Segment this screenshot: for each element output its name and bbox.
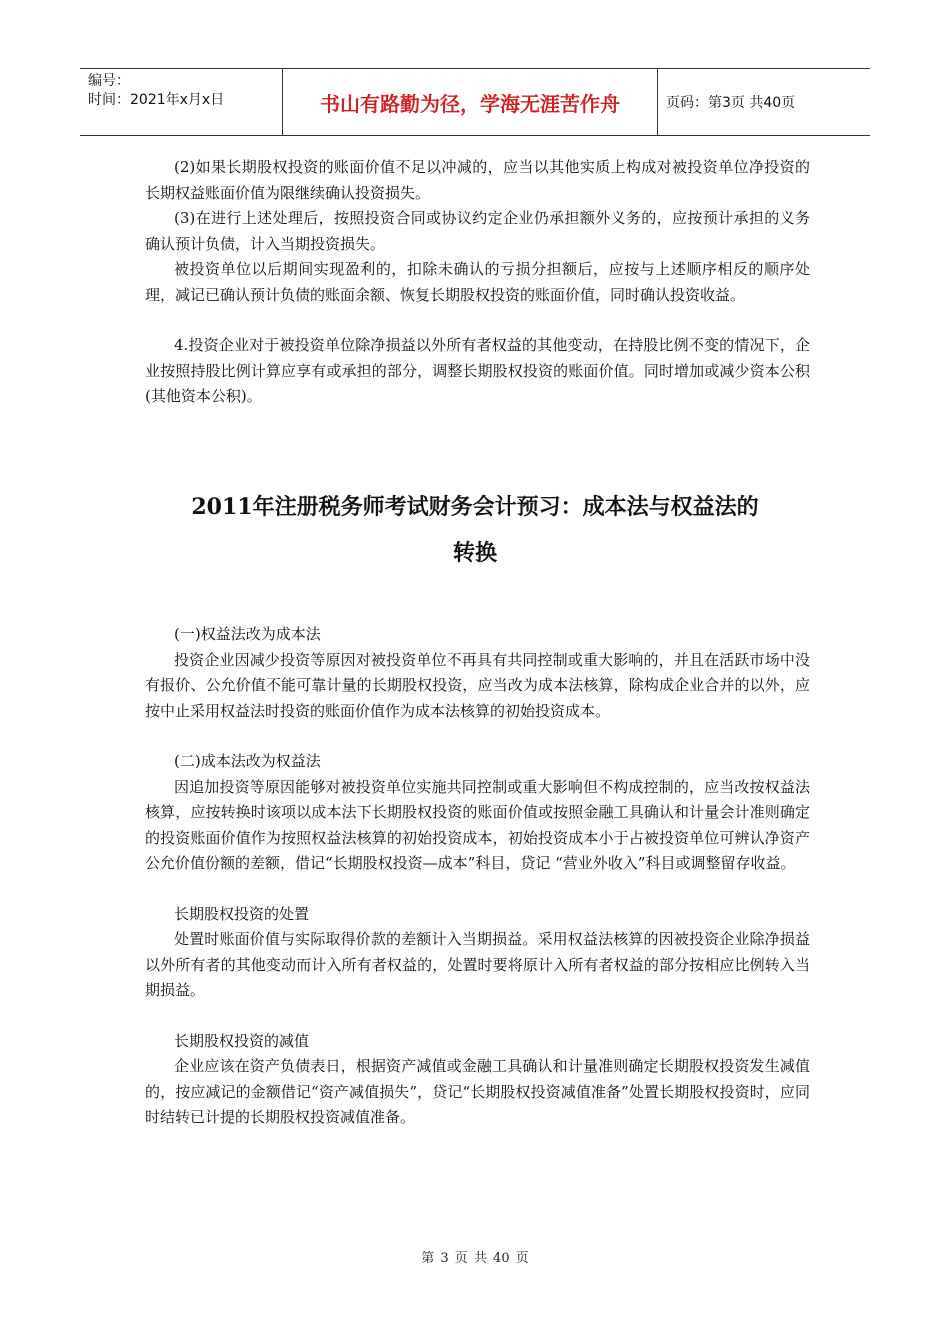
article-title-line-1: 2011年注册税务师考试财务会计预习：成本法与权益法的 xyxy=(191,494,759,520)
article-title-line-2: 转换 xyxy=(452,540,497,566)
subheading: (一)权益法改为成本法 xyxy=(174,625,321,643)
paragraph: 被投资单位以后期间实现盈利的，扣除未确认的亏损分担额后，应按与上述顺序相反的顺序处理，减记已确认预计负债的账面余额、恢复长期股权投资的账面价值，同时确认投资收益。 xyxy=(145,260,810,304)
subheading: (二)成本法改为权益法 xyxy=(174,752,321,770)
spacer xyxy=(145,1004,810,1029)
paragraph: (2)如果长期股权投资的账面价值不足以冲减的，应当以其他实质上构成对被投资单位净投资的长期权益账面价值为限继续确认投资损失。 xyxy=(145,158,810,202)
paragraph: 处置时账面价值与实际取得价款的差额计入当期损益。采用权益法核算的因被投资企业除净损益以外所有者的其他变动而计入所有者权益的，处置时要将原计入所有者权益的部分按相应比例转入当期损益。 xyxy=(145,930,810,999)
header-time: 时间：2021年x月x日 xyxy=(88,92,225,108)
subheading: 长期股权投资的处置 xyxy=(174,904,310,923)
section-2 xyxy=(145,622,810,1131)
paragraph: 企业应该在资产负债表日，根据资产减值或金融工具确认和计量准则确定长期股权投资发生减值的，按应减记的金额借记“资产减值损失”，贷记“长期股权投资减值准备”处置长期股权投资时，应同时结转已计提的长期股权投资减值准备。 xyxy=(145,1057,810,1126)
paragraph: 4.投资企业对于被投资单位除净损益以外所有者权益的其他变动，在持股比例不变的情况下，企业按照持股比例计算应享有或承担的部分，调整长期股权投资的账面价值。同时增加或减少资本公积(其他资本公积)。 xyxy=(145,336,810,405)
header-info xyxy=(80,69,282,135)
page-header xyxy=(80,68,870,136)
page-footer: 第 3 页 共 40 页 xyxy=(421,1251,529,1266)
header-motto: 书山有路勤为径，学海无涯苦作舟 xyxy=(282,69,658,135)
spacer xyxy=(145,724,810,749)
spacer xyxy=(145,308,810,333)
paragraph: 投资企业因减少投资等原因对被投资单位不再具有共同控制或重大影响的，并且在活跃市场中没有报价、公允价值不能可靠计量的长期股权投资，应当改为成本法核算，除构成企业合并的以外，应按中止采用权益法时投资的账面价值作为成本法核算的初始投资成本。 xyxy=(145,650,810,720)
subheading: 长期股权投资的减值 xyxy=(174,1031,310,1050)
spacer xyxy=(145,877,810,902)
header-number: 编号： xyxy=(88,73,130,89)
paragraph: (3)在进行上述处理后，按照投资合同或协议约定企业仍承担额外义务的，应按预计承担的义务确认预计负债，计入当期投资损失。 xyxy=(145,209,810,253)
header-page-label: 页码：第3页 共40页 xyxy=(666,95,796,111)
section-1 xyxy=(145,155,810,410)
article-title xyxy=(110,484,840,576)
paragraph: 因追加投资等原因能够对被投资单位实施共同控制或重大影响但不构成控制的，应当改按权益法核算，应按转换时该项以成本法下长期股权投资的账面价值或按照金融工具确认和计量会计准则确定的投资账面价值作为按照权益法核算的初始投资成本，初始投资成本小于占被投资单位可辨认净资产公允价值份额的差额，借记“长期股权投资—成本”科目，贷记 “营业外收入”科目或调整留存收益。 xyxy=(145,777,810,872)
